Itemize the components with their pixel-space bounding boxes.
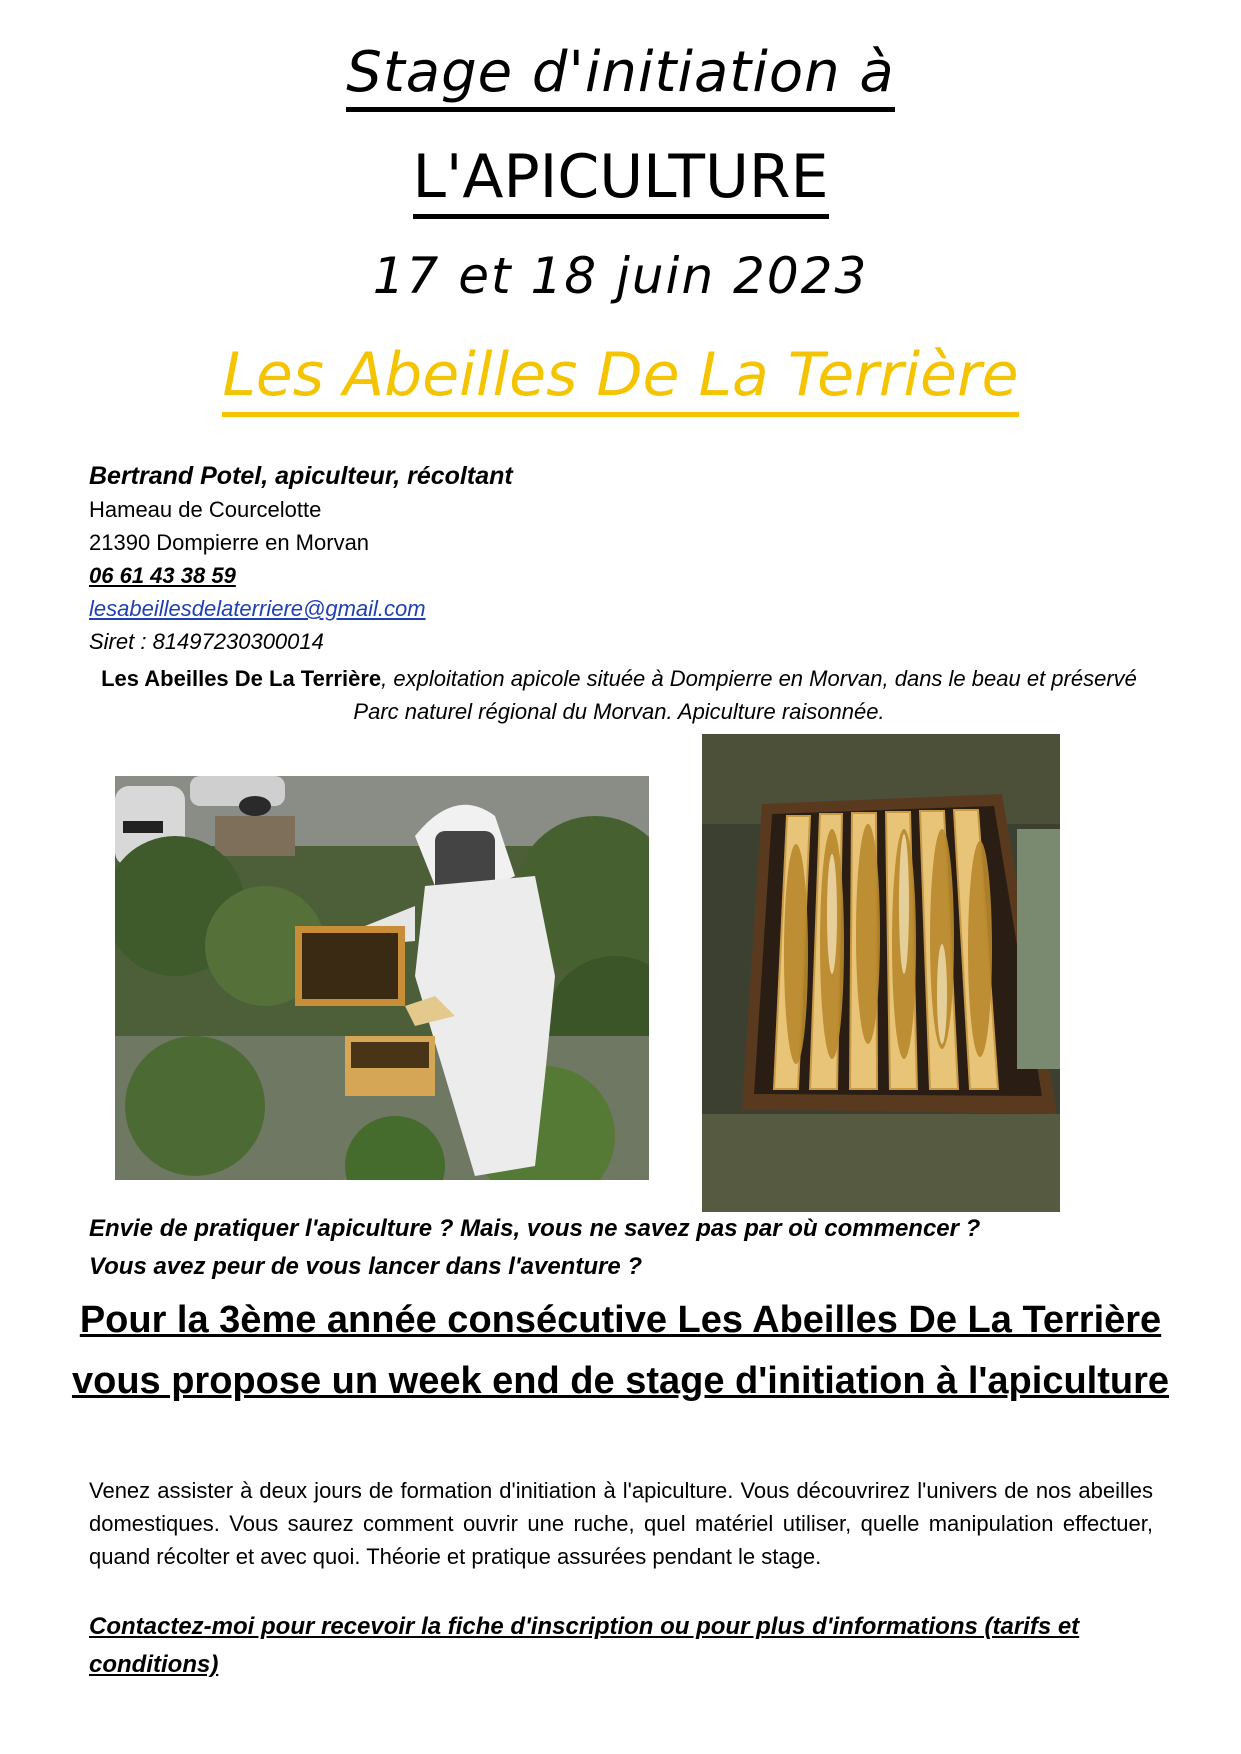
siret-number: Siret : 81497230300014 bbox=[89, 629, 324, 654]
intro-questions bbox=[89, 1210, 980, 1286]
brand-name: Les Abeilles De La Terrière bbox=[0, 340, 1241, 410]
title-line-2: L'APICULTURE bbox=[0, 142, 1241, 212]
description-brand: Les Abeilles De La Terrière bbox=[101, 666, 382, 691]
event-dates: 17 et 18 juin 2023 bbox=[372, 247, 869, 305]
address-line-1: Hameau de Courcelotte bbox=[89, 497, 322, 522]
title-line-1: Stage d'initiation à bbox=[0, 40, 1241, 105]
honeycomb-hive-photo bbox=[702, 734, 1060, 1212]
business-description bbox=[89, 662, 1149, 728]
contact-block bbox=[89, 460, 513, 658]
body-text: Venez assister à deux jours de formation d'initiation à l'apiculture. Vous découvrirez l'univers de nos abeilles domestiques. Vous saurez comment ouvrir une ruche, quel matériel utiliser, quelle manipulation effectuer, quand récolter et avec quoi. Théorie et pratique assurées pendant le stage. bbox=[89, 1478, 1153, 1569]
call-to-action: Contactez-moi pour recevoir la fiche d'inscription ou pour plus d'informations (tarifs et conditions) bbox=[89, 1613, 1080, 1678]
description-text: , exploitation apicole située à Dompierre en Morvan, dans le beau et préservé Parc naturel régional du Morvan. Apiculture raisonnée. bbox=[353, 666, 1137, 724]
contact-name: Bertrand Potel, apiculteur, récoltant bbox=[89, 462, 513, 490]
headline: Pour la 3ème année consécutive Les Abeilles De La Terrière vous propose un week end de stage d'initiation à l'apiculture bbox=[71, 1299, 1170, 1402]
question-line-2: Vous avez peur de vous lancer dans l'aventure ? bbox=[89, 1253, 643, 1280]
address-line-2: 21390 Dompierre en Morvan bbox=[89, 530, 370, 555]
email-link[interactable]: lesabeillesdelaterriere@gmail.com bbox=[89, 596, 426, 621]
beekeeper-photo bbox=[115, 776, 649, 1180]
phone-link[interactable]: 06 61 43 38 59 bbox=[89, 563, 236, 588]
question-line-1: Envie de pratiquer l'apiculture ? Mais, vous ne savez pas par où commencer ? bbox=[89, 1215, 981, 1242]
